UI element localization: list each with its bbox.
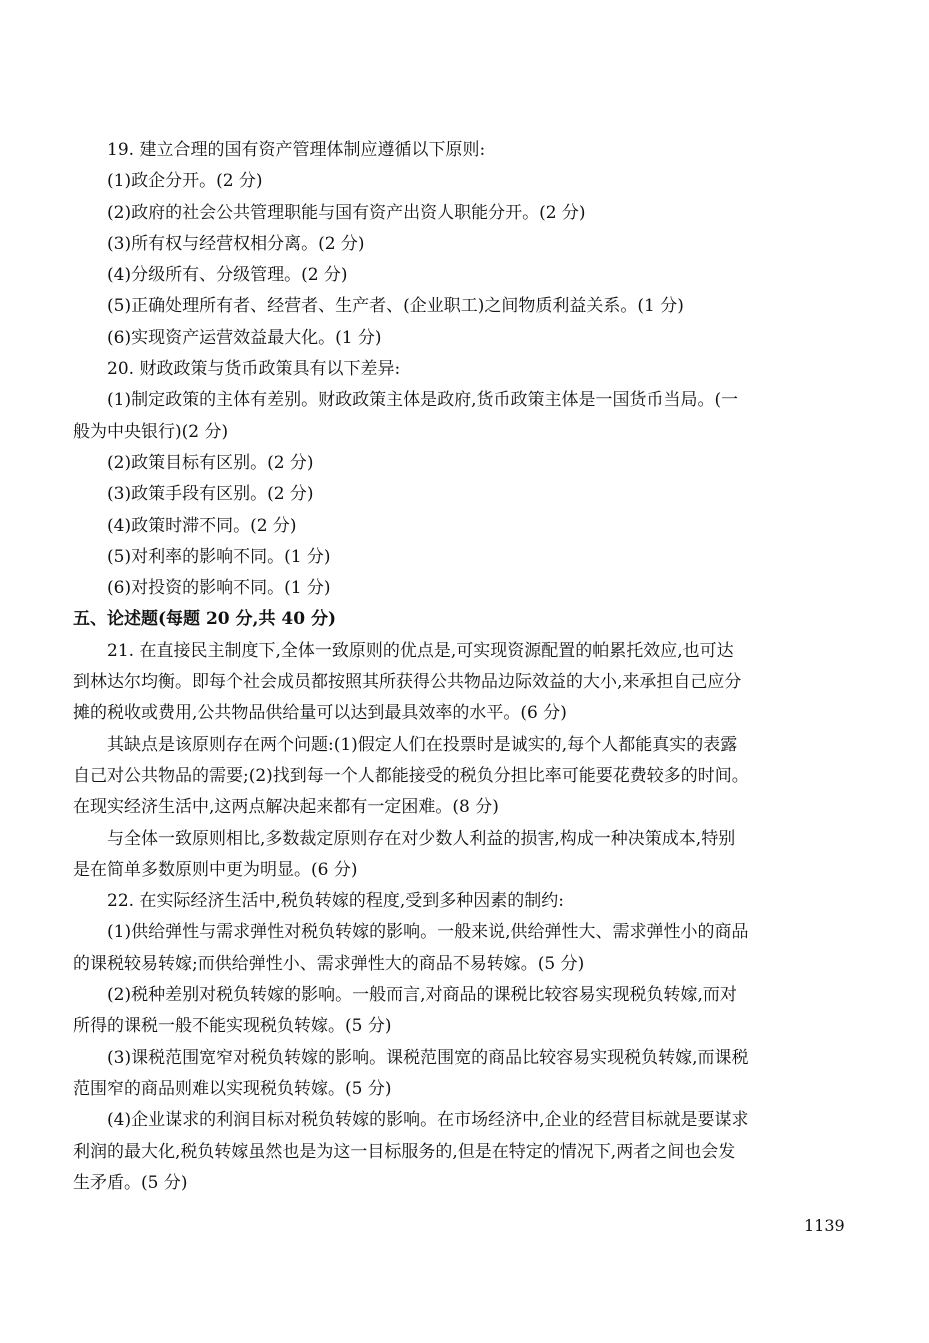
text-line: 其缺点是该原则存在两个问题:(1)假定人们在投票时是诚实的,每个人都能真实的表露	[107, 734, 738, 755]
text-line: 20. 财政政策与货币政策具有以下差异:	[107, 359, 401, 380]
text-line: (2)政府的社会公共管理职能与国有资产出资人职能分开。(2 分)	[107, 202, 586, 223]
document-body	[73, 135, 873, 1199]
text-line: (6)实现资产运营效益最大化。(1 分)	[107, 327, 382, 348]
text-line: (4)分级所有、分级管理。(2 分)	[107, 265, 348, 286]
text-line: (5)正确处理所有者、经营者、生产者、(企业职工)之间物质利益关系。(1 分)	[107, 296, 684, 317]
text-line: (3)所有权与经营权相分离。(2 分)	[107, 233, 365, 254]
section-heading: 五、论述题(每题 20 分,共 40 分)	[73, 609, 336, 630]
text-line: 在现实经济生活中,这两点解决起来都有一定困难。(8 分)	[73, 797, 499, 818]
text-line: (5)对利率的影响不同。(1 分)	[107, 546, 331, 567]
text-line: (6)对投资的影响不同。(1 分)	[107, 578, 331, 599]
text-line: (2)政策目标有区别。(2 分)	[107, 452, 314, 473]
text-line: 摊的税收或费用,公共物品供给量可以达到最具效率的水平。(6 分)	[73, 703, 567, 724]
text-line: (2)税种差别对税负转嫁的影响。一般而言,对商品的课税比较容易实现税负转嫁,而对	[107, 985, 737, 1006]
text-line: (4)企业谋求的利润目标对税负转嫁的影响。在市场经济中,企业的经营目标就是要谋求	[107, 1110, 749, 1131]
text-line: 21. 在直接民主制度下,全体一致原则的优点是,可实现资源配置的帕累托效应,也可达	[107, 640, 734, 661]
text-line: 自己对公共物品的需要;(2)找到每一个人都能接受的税负分担比率可能要花费较多的时间。	[73, 765, 749, 786]
text-line: (1)供给弹性与需求弹性对税负转嫁的影响。一般来说,供给弹性大、需求弹性小的商品	[107, 922, 749, 943]
text-line: 与全体一致原则相比,多数裁定原则存在对少数人利益的损害,构成一种决策成本,特别	[107, 828, 736, 849]
text-line: (3)课税范围宽窄对税负转嫁的影响。课税范围宽的商品比较容易实现税负转嫁,而课税	[107, 1047, 749, 1068]
page-number: 1139	[804, 1216, 845, 1235]
text-line: (4)政策时滞不同。(2 分)	[107, 515, 297, 536]
text-line: 是在简单多数原则中更为明显。(6 分)	[73, 859, 358, 880]
text-line: (1)政企分开。(2 分)	[107, 171, 263, 192]
text-line: 利润的最大化,税负转嫁虽然也是为这一目标服务的,但是在特定的情况下,两者之间也会发	[73, 1141, 736, 1162]
text-line: (1)制定政策的主体有差别。财政政策主体是政府,货币政策主体是一国货币当局。(一	[107, 390, 739, 411]
text-line: 生矛盾。(5 分)	[73, 1172, 188, 1193]
text-line: 所得的课税一般不能实现税负转嫁。(5 分)	[73, 1016, 392, 1037]
text-line: 的课税较易转嫁;而供给弹性小、需求弹性大的商品不易转嫁。(5 分)	[73, 953, 585, 974]
text-line: (3)政策手段有区别。(2 分)	[107, 484, 314, 505]
text-line: 到林达尔均衡。即每个社会成员都按照其所获得公共物品边际效益的大小,来承担自己应分	[73, 672, 742, 693]
text-line: 般为中央银行)(2 分)	[73, 421, 229, 442]
text-line: 22. 在实际经济生活中,税负转嫁的程度,受到多种因素的制约:	[107, 891, 564, 912]
text-line: 19. 建立合理的国有资产管理体制应遵循以下原则:	[107, 140, 486, 160]
text-line: 范围窄的商品则难以实现税负转嫁。(5 分)	[73, 1078, 392, 1099]
